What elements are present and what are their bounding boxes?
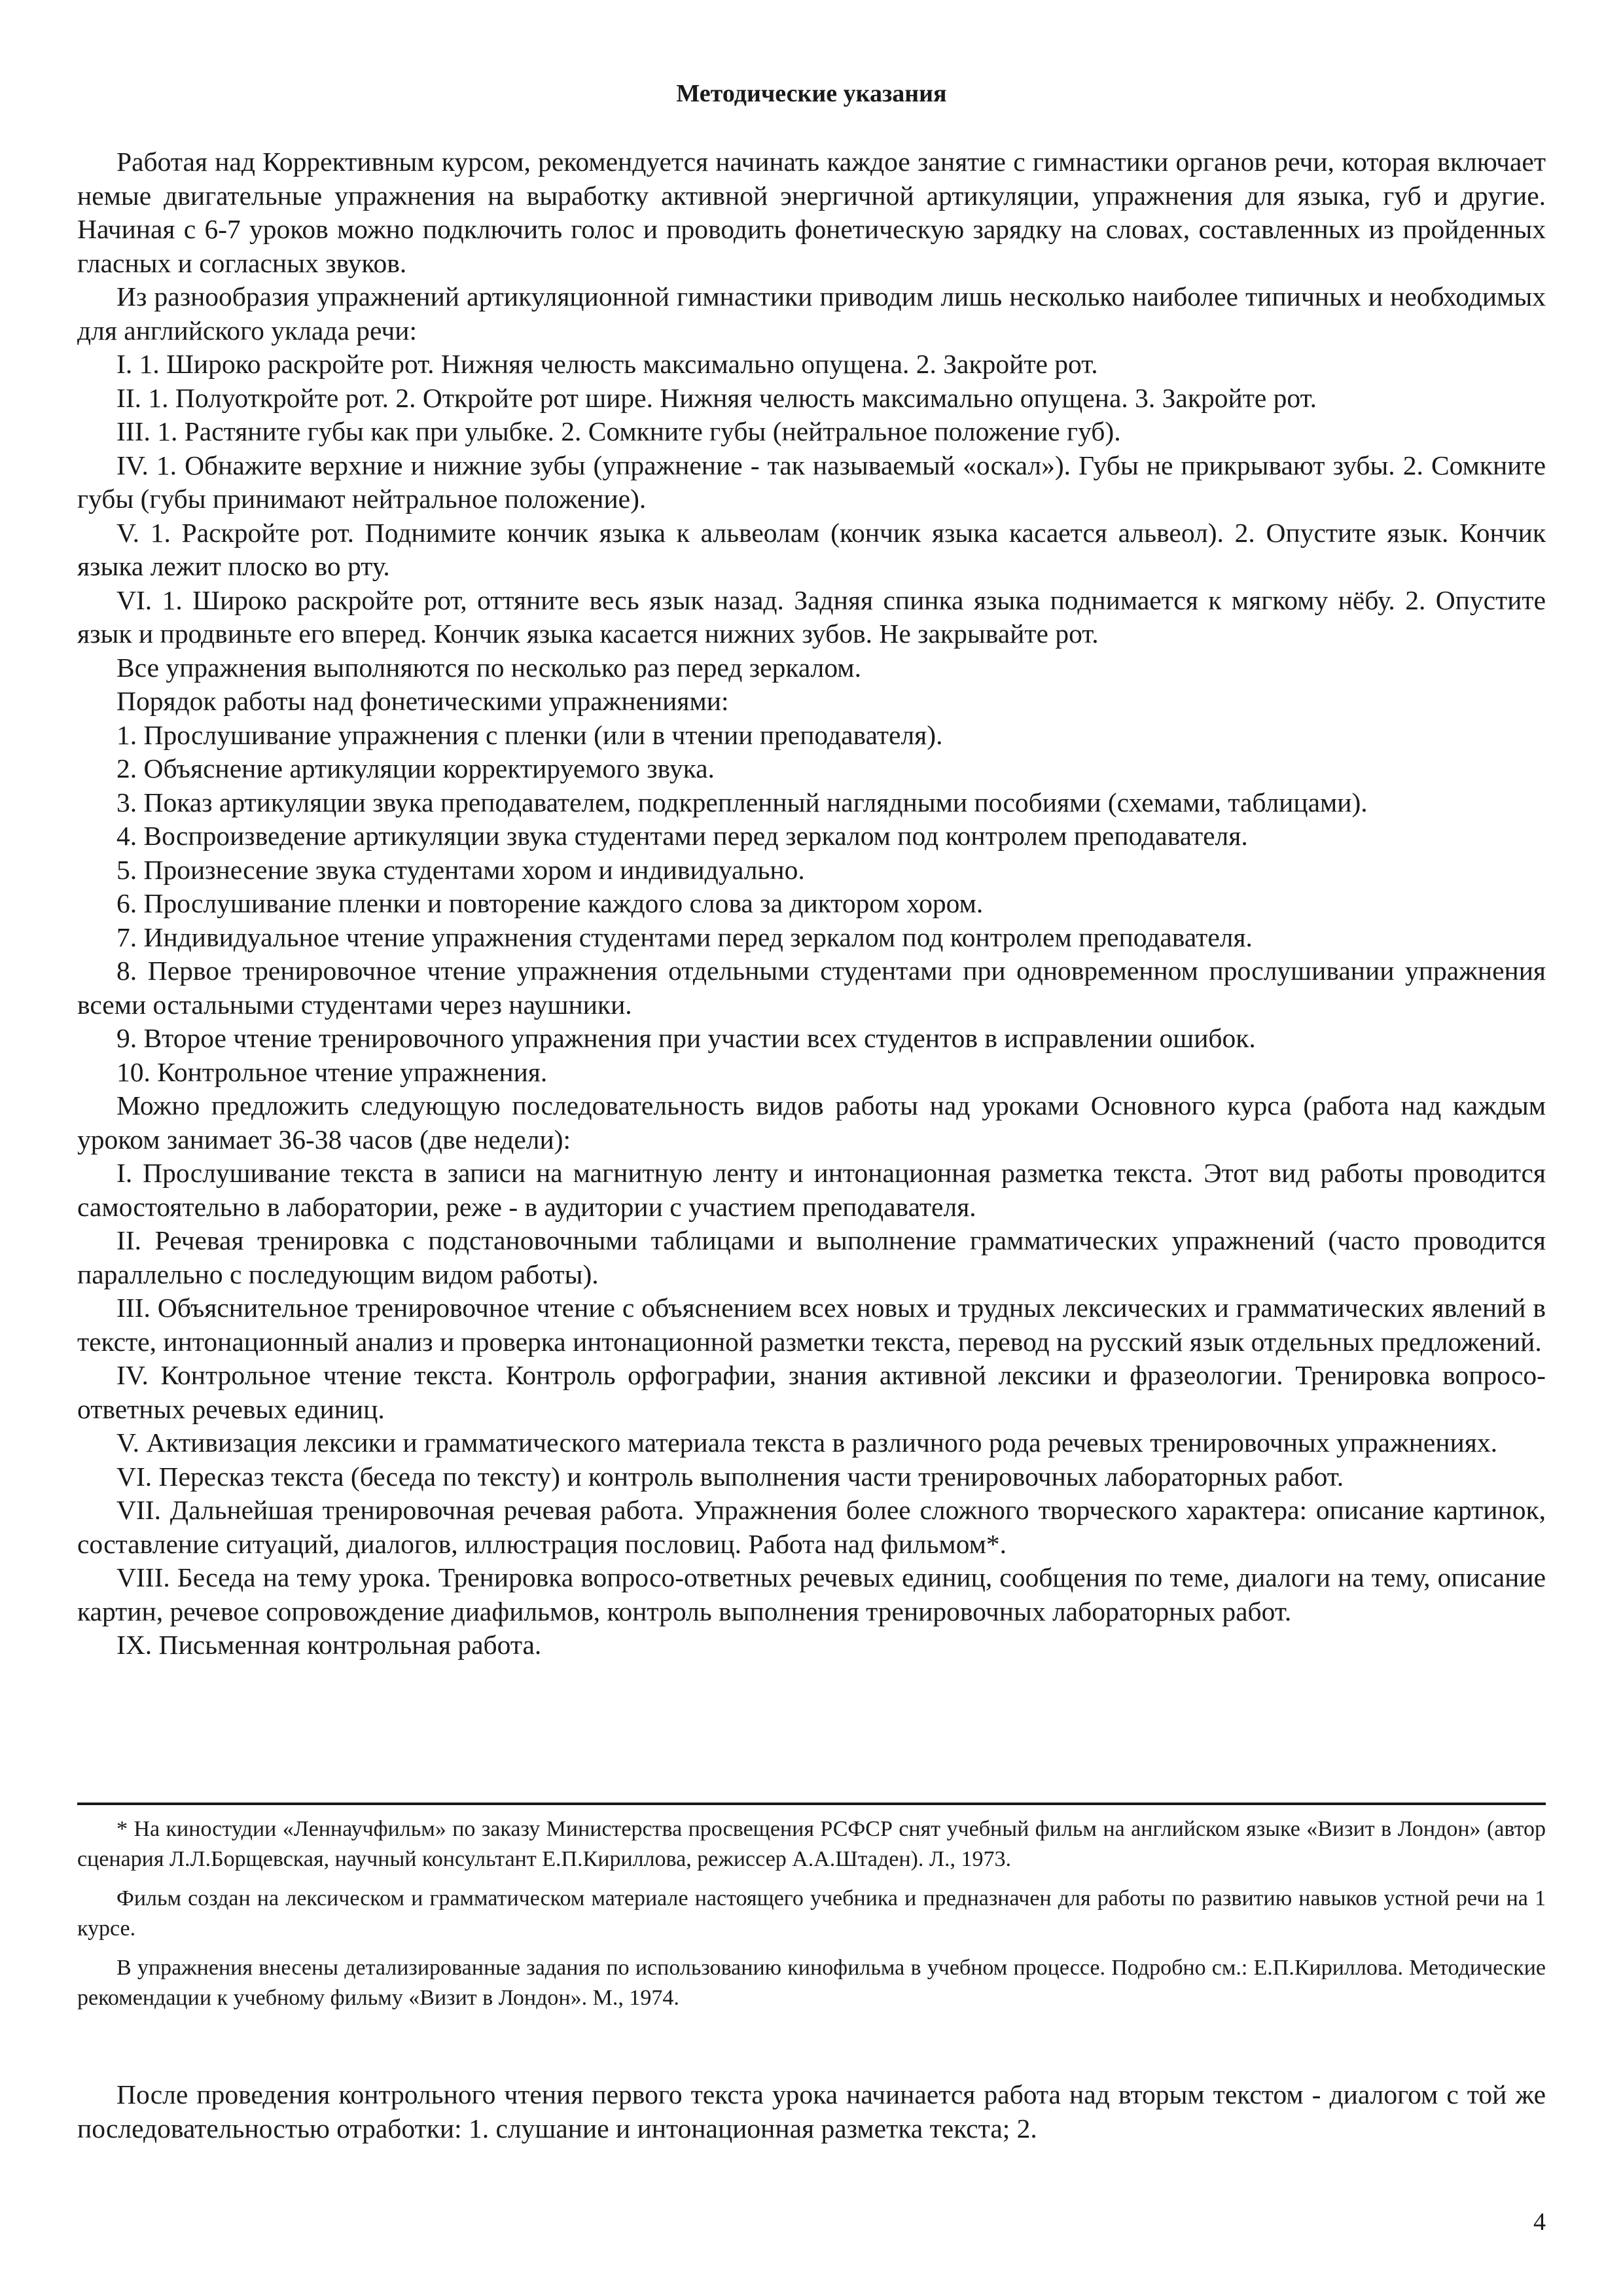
footnote: Фильм создан на лексическом и грамматическом материале настоящего учебника и предназначен для работы по развитию навыков устной речи на 1 курсе. — [77, 1886, 1546, 1941]
procedure-step: 10. Контрольное чтение упражнения. — [116, 1056, 548, 1087]
work-stage: VII. Дальнейшая тренировочная речевая работа. Упражнения более сложного творческого характера: описание картинок, составление ситуаций, диалогов, иллюстрация пословиц. Работа над фильмом*. — [77, 1495, 1546, 1559]
work-stage: III. Объяснительное тренировочное чтение с объяснением всех новых и трудных лексических и грамматических явлений в тексте, интонационный анализ и проверка интонационной разметки текста, перевод на русский язык отдельных предложений. — [77, 1293, 1546, 1357]
paragraph: Все упражнения выполняются по несколько раз перед зеркалом. — [116, 652, 861, 683]
procedure-step: 5. Произнесение звука студентами хором и индивидуально. — [116, 854, 805, 885]
exercise-item: VI. 1. Широко раскройте рот, оттяните весь язык назад. Задняя спинка языка поднимается к мягкому нёбу. 2. Опустите язык и продвиньте его вперед. Кончик языка касается нижних зубов. Не закрывайте рот. — [77, 584, 1546, 649]
paragraph: Работая над Коррективным курсом, рекомендуется начинать каждое занятие с гимнастики органов речи, которая включает немые двигательные упражнения на выработку активной энергичной артикуляции, упражнения для языка, губ и другие. Начиная с 6-7 уроков можно подключить голос и проводить фонетическую зарядку на словах, составленных из пройденных гласных и согласных звуков. — [77, 147, 1546, 278]
footnote: * На киностудии «Леннаучфильм» по заказу Министерства просвещения РСФСР снят учебный фильм на английском языке «Визит в Лондон» (автор сценария Л.Л.Борщевская, научный консультант Е.П.Кириллова, режиссер А.А.Штаден). Л., 1973. — [77, 1817, 1546, 1871]
main-text — [77, 145, 1546, 1662]
page-title: Методические указания — [676, 80, 947, 107]
paragraph: Из разнообразия упражнений артикуляционной гимнастики приводим лишь несколько наиболее типичных и необходимых для английского уклада речи: — [77, 281, 1546, 346]
procedure-step: 7. Индивидуальное чтение упражнения студентами перед зеркалом под контролем преподавателя. — [116, 922, 1253, 952]
procedure-step: 2. Объяснение артикуляции корректируемого звука. — [116, 753, 715, 783]
procedure-step: 4. Воспроизведение артикуляции звука студентами перед зеркалом под контролем преподавателя. — [116, 821, 1248, 851]
work-stage: IX. Письменная контрольная работа. — [116, 1630, 542, 1660]
footnote-divider — [77, 1803, 1546, 1805]
procedure-step: 9. Второе чтение тренировочного упражнения при участии всех студентов в исправлении ошибок. — [116, 1023, 1256, 1053]
page-number: 4 — [1533, 2208, 1546, 2236]
paragraph: Можно предложить следующую последовательность видов работы над уроками Основного курса (работа над каждым уроком занимает 36-38 часов (две недели): — [77, 1090, 1546, 1155]
continuation-text — [77, 2078, 1546, 2145]
exercise-item: V. 1. Раскройте рот. Поднимите кончик языка к альвеолам (кончик языка касается альвеол). 2. Опустите язык. Кончик языка лежит плоско во рту. — [77, 517, 1546, 581]
procedure-step: 1. Прослушивание упражнения с пленки (или в чтении преподавателя). — [116, 719, 943, 750]
work-stage: II. Речевая тренировка с подстановочными таблицами и выполнение грамматических упражнений (часто проводится параллельно с последующим видом работы). — [77, 1225, 1546, 1289]
exercise-item: III. 1. Растяните губы как при улыбке. 2. Сомкните губы (нейтральное положение губ). — [116, 416, 1121, 446]
work-stage: IV. Контрольное чтение текста. Контроль орфографии, знания активной лексики и фразеологии. Тренировка вопросо-ответных речевых единиц. — [77, 1360, 1546, 1424]
procedure-step: 3. Показ артикуляции звука преподавателем, подкрепленный наглядными пособиями (схемами, таблицами). — [116, 787, 1368, 817]
footnotes — [77, 1814, 1546, 2022]
work-stage: I. Прослушивание текста в записи на магнитную ленту и интонационная разметка текста. Этот вид работы проводится самостоятельно в лаборатории, реже - в аудитории с участием преподавателя. — [77, 1158, 1546, 1222]
work-stage: VI. Пересказ текста (беседа по тексту) и контроль выполнения части тренировочных лабораторных работ. — [116, 1461, 1344, 1492]
footnote: В упражнения внесены детализированные задания по использованию кинофильма в учебном процессе. Подробно см.: Е.П.Кириллова. Методические рекомендации к учебному фильму «Визит в Лондон». М., 1974. — [77, 1956, 1546, 2010]
work-stage: V. Активизация лексики и грамматического материала текста в различного рода речевых тренировочных упражнениях. — [116, 1427, 1497, 1458]
work-stage: VIII. Беседа на тему урока. Тренировка вопросо-ответных речевых единиц, сообщения по теме, диалоги на тему, описание картин, речевое сопровождение диафильмов, контроль выполнения тренировочных лабораторных работ. — [77, 1562, 1546, 1626]
procedure-step: 6. Прослушивание пленки и повторение каждого слова за диктором хором. — [116, 888, 984, 918]
procedure-step: 8. Первое тренировочное чтение упражнения отдельными студентами при одновременном прослушивании упражнения всеми остальными студентами через наушники. — [77, 956, 1546, 1020]
paragraph: После проведения контрольного чтения первого текста урока начинается работа над вторым текстом - диалогом с той же последовательностью отработки: 1. слушание и интонационная разметка текста; 2. — [77, 2079, 1546, 2144]
exercise-item: I. 1. Широко раскройте рот. Нижняя челюсть максимально опущена. 2. Закройте рот. — [116, 349, 1098, 379]
exercise-item: II. 1. Полуоткройте рот. 2. Откройте рот шире. Нижняя челюсть максимально опущена. 3. Закройте рот. — [116, 382, 1317, 413]
exercise-item: IV. 1. Обнажите верхние и нижние зубы (упражнение - так называемый «оскал»). Губы не прикрывают зубы. 2. Сомкните губы (губы принимают нейтральное положение). — [77, 450, 1546, 514]
paragraph: Порядок работы над фонетическими упражнениями: — [116, 686, 729, 716]
